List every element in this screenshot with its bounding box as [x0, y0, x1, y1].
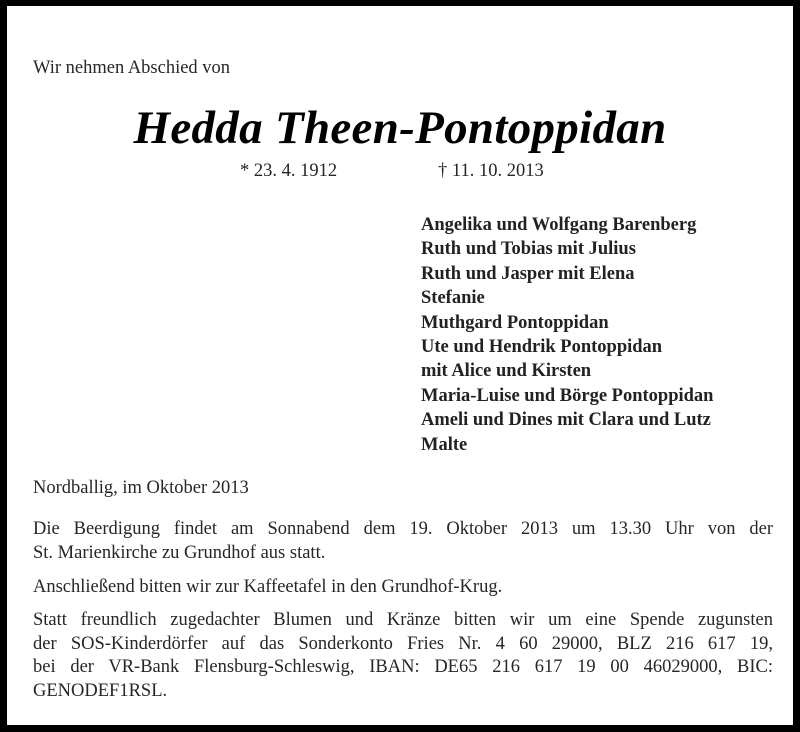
- place-date: Nordballig, im Oktober 2013: [33, 478, 249, 498]
- donation-line: GENODEF1RSL.: [33, 680, 168, 701]
- funeral-line: Die Beerdigung findet am Sonnabend dem 19. Oktober 2013 um 13.30 Uhr von der: [33, 519, 773, 539]
- donation-line: der SOS-Kinderdörfer auf das Sonderkonto Fries Nr. 4 60 29000, BLZ 216 617 19,: [33, 633, 773, 654]
- intro-text: Wir nehmen Abschied von: [33, 58, 231, 78]
- obituary-notice: [7, 6, 793, 725]
- mourner-entry: Malte: [421, 434, 468, 455]
- mourner-entry: Maria-Luise und Börge Pontoppidan: [421, 385, 714, 406]
- mourners-list: [421, 213, 713, 457]
- reception-paragraph: [33, 576, 773, 600]
- donation-line: Statt freundlich zugedachter Blumen und Kränze bitten wir um eine Spende zugunsten: [33, 610, 773, 630]
- mourner-entry: Muthgard Pontoppidan: [421, 312, 609, 333]
- mourner-entry: Angelika und Wolfgang Barenberg: [421, 215, 697, 235]
- reception-line: Anschließend bitten wir zur Kaffeetafel in den Grundhof-Krug.: [33, 577, 503, 597]
- funeral-line: St. Marienkirche zu Grundhof aus statt.: [33, 542, 326, 563]
- mourner-entry: Stefanie: [421, 288, 485, 309]
- mourner-entry: mit Alice und Kirsten: [421, 361, 592, 382]
- birth-date: * 23. 4. 1912: [240, 161, 338, 181]
- donation-line: bei der VR-Bank Flensburg-Schleswig, IBAN: DE65 216 617 19 00 46029000, BIC:: [33, 657, 773, 677]
- mourner-entry: Ruth und Jasper mit Elena: [421, 263, 635, 284]
- death-date: † 11. 10. 2013: [438, 161, 544, 181]
- mourner-entry: Ute und Hendrik Pontoppidan: [421, 337, 663, 358]
- funeral-paragraph: [33, 518, 773, 565]
- mourner-entry: Ameli und Dines mit Clara und Lutz: [421, 410, 711, 431]
- donation-paragraph: [33, 609, 773, 703]
- mourner-entry: Ruth und Tobias mit Julius: [421, 239, 636, 260]
- deceased-name: Hedda Theen-Pontoppidan: [133, 102, 667, 154]
